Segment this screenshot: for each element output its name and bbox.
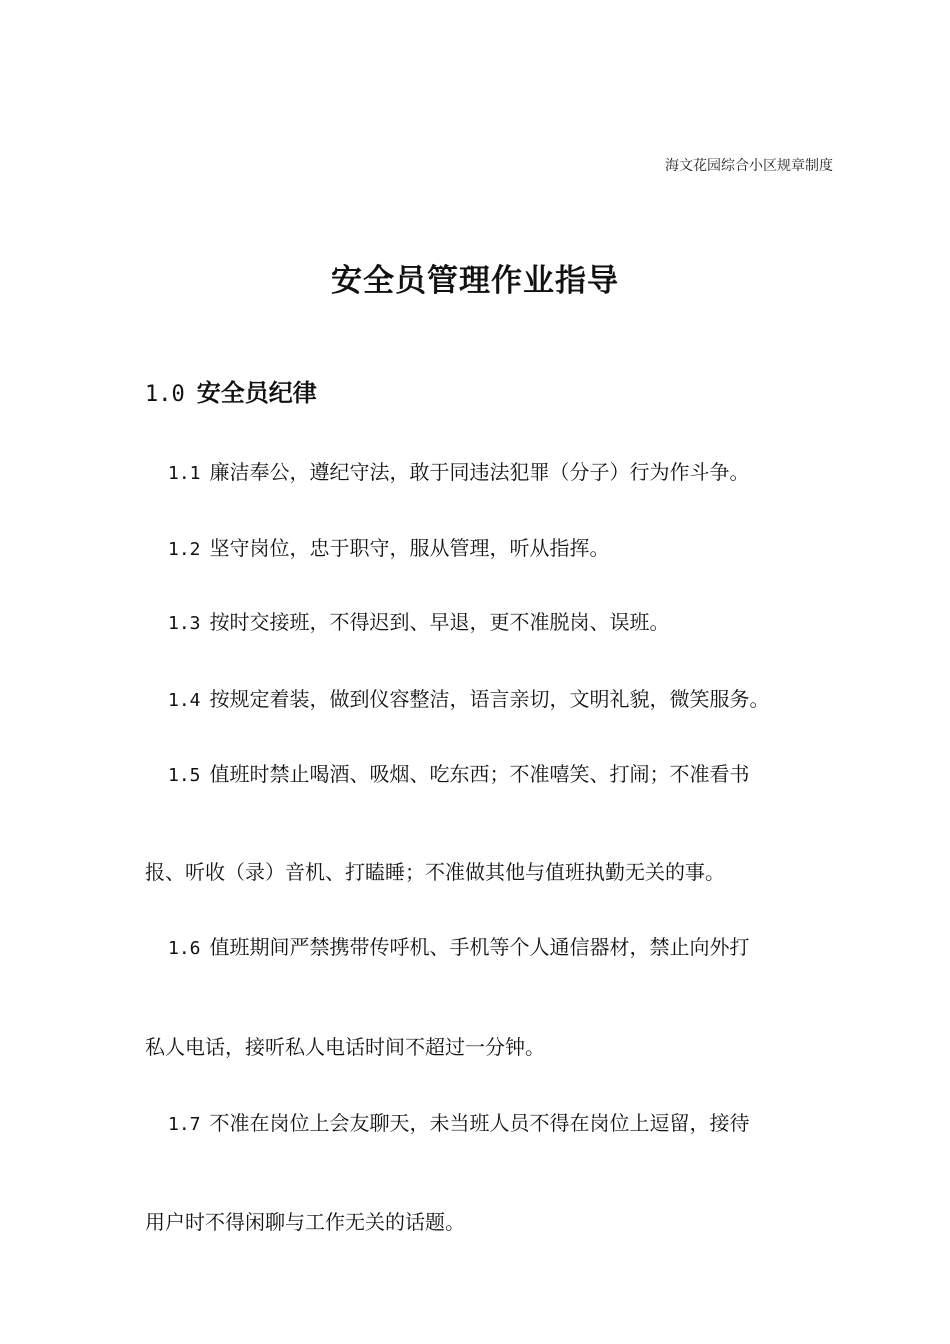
section-heading (145, 373, 317, 408)
list-item-continuation: 报、听收（录）音机、打瞌睡；不准做其他与值班执勤无关的事。 (145, 860, 725, 884)
list-item (168, 931, 750, 960)
item-number: 1.3 (168, 613, 201, 634)
item-text: 按时交接班，不得迟到、早退，更不准脱岗、误班。 (209, 610, 670, 634)
item-text: 不准在岗位上会友聊天，未当班人员不得在岗位上逗留，接待 (209, 1111, 750, 1135)
document-title: 安全员管理作业指导 (331, 263, 619, 299)
item-text: 坚守岗位，忠于职守，服从管理，听从指挥。 (209, 536, 610, 560)
list-item (168, 683, 770, 712)
section-title: 安全员纪律 (196, 378, 317, 407)
page-header: 海文花园综合小区规章制度 (665, 158, 833, 174)
item-number: 1.6 (168, 938, 201, 959)
item-number: 1.7 (168, 1114, 201, 1135)
list-item-continuation: 私人电话，接听私人电话时间不超过一分钟。 (145, 1035, 545, 1059)
list-item (168, 758, 750, 787)
item-text: 按规定着装，做到仪容整洁，语言亲切，文明礼貌，微笑服务。 (209, 687, 770, 711)
item-text: 廉洁奉公，遵纪守法，敢于同违法犯罪（分子）行为作斗争。 (209, 460, 750, 484)
item-number: 1.2 (168, 539, 201, 560)
list-item (168, 532, 610, 561)
section-number: 1.0 (145, 382, 185, 407)
list-item (168, 456, 750, 485)
list-item-continuation: 用户时不得闲聊与工作无关的话题。 (145, 1210, 465, 1234)
item-text: 值班期间严禁携带传呼机、手机等个人通信器材，禁止向外打 (209, 935, 750, 959)
item-number: 1.5 (168, 765, 201, 786)
list-item (168, 1107, 750, 1136)
item-number: 1.4 (168, 690, 201, 711)
list-item (168, 606, 670, 635)
item-text: 值班时禁止喝酒、吸烟、吃东西；不准嘻笑、打闹；不准看书 (209, 762, 750, 786)
item-number: 1.1 (168, 463, 201, 484)
